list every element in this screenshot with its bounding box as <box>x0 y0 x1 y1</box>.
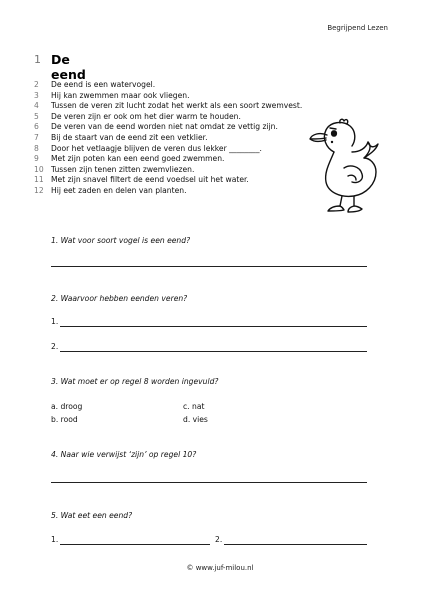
line-number: 2 <box>34 80 39 89</box>
page-title: De eend <box>51 52 86 82</box>
line-text: Hij kan zwemmen maar ook vliegen. <box>51 90 190 100</box>
line-text: Met zijn poten kan een eend goed zwemmen. <box>51 154 225 164</box>
answer-number: 1. <box>51 535 59 544</box>
line-number: 6 <box>34 122 39 132</box>
answer-line-q5-1[interactable] <box>60 544 210 545</box>
title-line-number: 1 <box>34 53 41 66</box>
answer-number: 2. <box>51 342 59 351</box>
line-text: Door het vetlaagje blijven de veren dus lekker ________. <box>51 143 262 153</box>
line-number: 7 <box>34 132 39 142</box>
answer-line-q2-2[interactable] <box>60 351 367 352</box>
option-d[interactable]: d. vies <box>183 415 208 424</box>
option-a[interactable]: a. droog <box>51 402 83 411</box>
answer-row-q2-2 <box>51 342 367 354</box>
line-text: Tussen de veren zit lucht zodat het werkt als een soort zwemvest. <box>51 101 303 111</box>
answer-number: 2. <box>215 535 223 544</box>
question-5: 5. Wat eet een eend? <box>51 511 133 520</box>
line-number: 8 <box>34 143 39 153</box>
question-4: 4. Naar wie verwijst ‘zijn’ op regel 10? <box>51 450 197 459</box>
story-line <box>34 101 344 112</box>
story-line <box>34 91 344 102</box>
answer-number: 1. <box>51 317 59 326</box>
question-2: 2. Waarvoor hebben eenden veren? <box>51 294 188 303</box>
option-b[interactable]: b. rood <box>51 415 78 424</box>
line-number: 12 <box>34 185 44 195</box>
page-header-label: Begrijpend Lezen <box>327 24 388 32</box>
line-number: 3 <box>34 90 39 100</box>
line-text: Tussen zijn tenen zitten zwemvliezen. <box>51 164 195 174</box>
answer-row-q2-1 <box>51 317 367 329</box>
answer-line-q4[interactable] <box>51 482 367 483</box>
line-text: De eend is een watervogel. <box>51 80 156 89</box>
question-3: 3. Wat moet er op regel 8 worden ingevuld? <box>51 377 219 386</box>
line-text: De veren zijn er ook om het dier warm te houden. <box>51 111 241 121</box>
duck-illustration <box>296 118 382 214</box>
line-number: 10 <box>34 164 44 174</box>
line-text: Hij eet zaden en delen van planten. <box>51 185 187 195</box>
line-number: 11 <box>34 175 44 185</box>
question-1: 1. Wat voor soort vogel is een eend? <box>51 236 191 245</box>
story-line <box>34 80 344 91</box>
line-text: De veren van de eend worden niet nat omdat ze vettig zijn. <box>51 122 278 132</box>
line-number: 5 <box>34 111 39 121</box>
footer-copyright: © www.juf-milou.nl <box>186 564 254 572</box>
answer-row-q5-2 <box>215 535 367 547</box>
option-c[interactable]: c. nat <box>183 402 205 411</box>
line-number: 4 <box>34 101 39 111</box>
answer-line-q2-1[interactable] <box>60 326 367 327</box>
answer-row-q5-1 <box>51 535 211 547</box>
line-text: Met zijn snavel filtert de eend voedsel uit het water. <box>51 175 249 185</box>
answer-line-q1[interactable] <box>51 266 367 267</box>
line-text: Bij de staart van de eend zit een vetklier. <box>51 132 208 142</box>
line-number: 9 <box>34 154 39 164</box>
answer-line-q5-2[interactable] <box>224 544 367 545</box>
